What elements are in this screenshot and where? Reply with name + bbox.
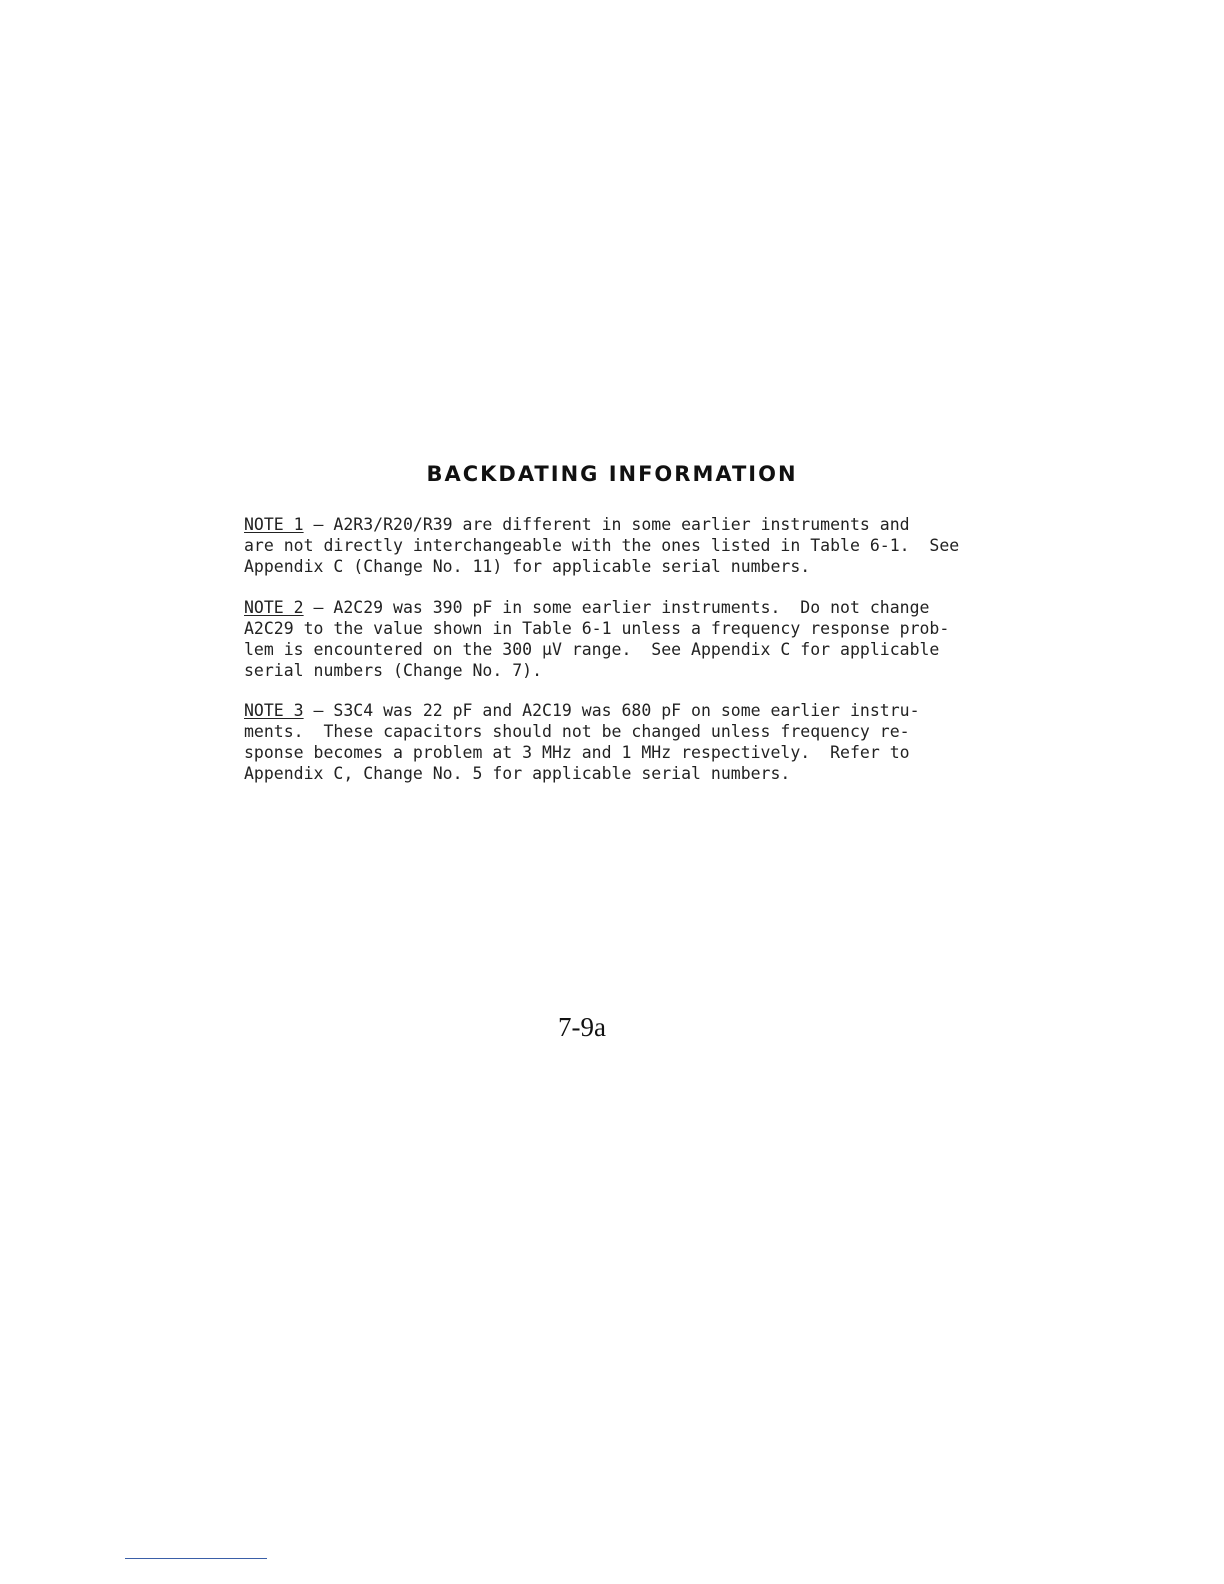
note-line: serial numbers (Change No. 7). — [244, 661, 543, 680]
section-heading: BACKDATING INFORMATION — [426, 462, 798, 486]
note-line: are not directly interchangeable with the ones listed in Table 6-1. See — [244, 536, 960, 555]
note-3 — [244, 700, 954, 784]
note-line: sponse becomes a problem at 3 MHz and 1 MHz respectively. Refer to — [244, 743, 910, 762]
footer-rule — [125, 1558, 267, 1559]
note-line: Appendix C, Change No. 5 for applicable serial numbers. — [244, 764, 791, 783]
note-2 — [244, 597, 954, 681]
note-line — [244, 514, 954, 535]
page-number: 7-9a — [558, 1012, 606, 1042]
note-line: A2C29 to the value shown in Table 6-1 unless a frequency response prob- — [244, 619, 950, 638]
note-label: NOTE 3 — [244, 701, 304, 720]
note-text: — S3C4 was 22 pF and A2C19 was 680 pF on some earlier instru- — [303, 701, 920, 720]
note-line — [244, 700, 954, 721]
note-line: ments. These capacitors should not be changed unless frequency re- — [244, 722, 910, 741]
note-line: Appendix C (Change No. 11) for applicable serial numbers. — [244, 557, 811, 576]
note-text: — A2C29 was 390 pF in some earlier instruments. Do not change — [303, 598, 930, 617]
note-line — [244, 597, 954, 618]
note-1 — [244, 514, 960, 577]
note-label: NOTE 2 — [244, 598, 304, 617]
note-line: lem is encountered on the 300 μV range. See Appendix C for applicable — [244, 640, 940, 659]
note-text: — A2R3/R20/R39 are different in some earlier instruments and — [303, 515, 910, 534]
note-label: NOTE 1 — [244, 515, 304, 534]
